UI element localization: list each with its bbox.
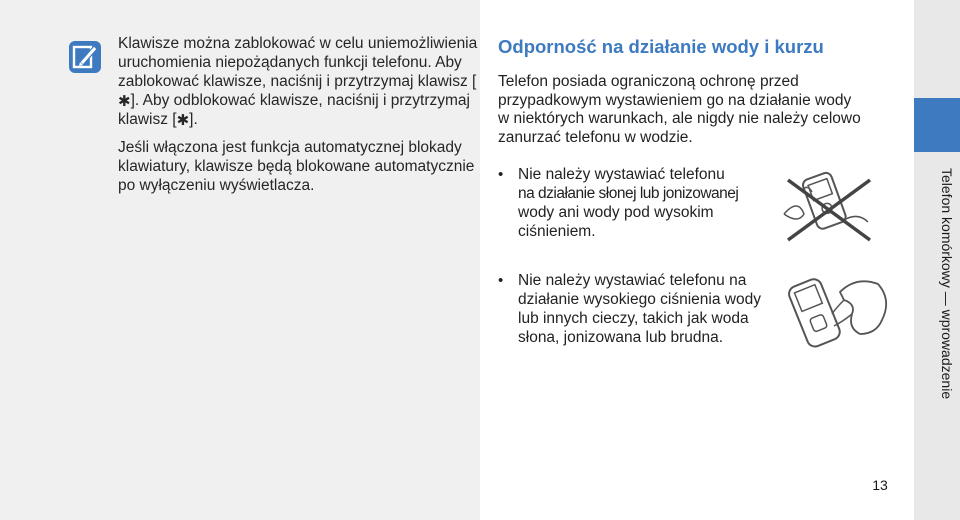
bullet-item: • Nie należy wystawiać telefonu na działanie wysokiego ciśnienia wody lub innych cieczy, takich jak woda słona, jonizowana lub brudna. bbox=[498, 271, 776, 347]
phone-water-prohibited-illustration bbox=[778, 168, 878, 248]
star-key-icon: ✱ bbox=[176, 112, 190, 129]
intro-paragraph: Telefon posiada ograniczoną ochronę przed przypadkowym wystawieniem go na działanie wody w niektórych warunkach, ale nigdy nie należy celowo zanurzać telefonu w wodzie. bbox=[498, 73, 861, 146]
note-paragraph-autolock: Jeśli włączona jest funkcja automatycznej blokady klawiatury, klawisze będą blokowane automatycznie po wyłączeniu wyświetlacza. bbox=[118, 139, 475, 194]
bullet-item: • Nie należy wystawiać telefonu na działanie słonej lub jonizowanej wody ani wody pod wysokim ciśnieniem. bbox=[498, 165, 776, 241]
star-key-icon: ✱ bbox=[118, 93, 131, 110]
page-number: 13 bbox=[872, 477, 888, 493]
note-text bbox=[118, 34, 478, 204]
phone-water-jet-illustration bbox=[782, 270, 892, 356]
note-pencil-icon bbox=[68, 40, 102, 74]
chapter-label: Telefon komórkowy — wprowadzenie bbox=[939, 168, 955, 400]
section-heading: Odporność na działanie wody i kurzu bbox=[498, 36, 824, 57]
side-index-tab bbox=[914, 98, 960, 152]
note-paragraph-lock: Klawisze można zablokować w celu uniemożliwienia uruchomienia niepożądanych funkcji telefonu. Aby zablokować klawisze, naciśnij i przytrzymaj klawisz [✱]. Aby odblokować klawisze, naciśnij i przytrzymaj klawisz [✱]. bbox=[118, 35, 478, 129]
